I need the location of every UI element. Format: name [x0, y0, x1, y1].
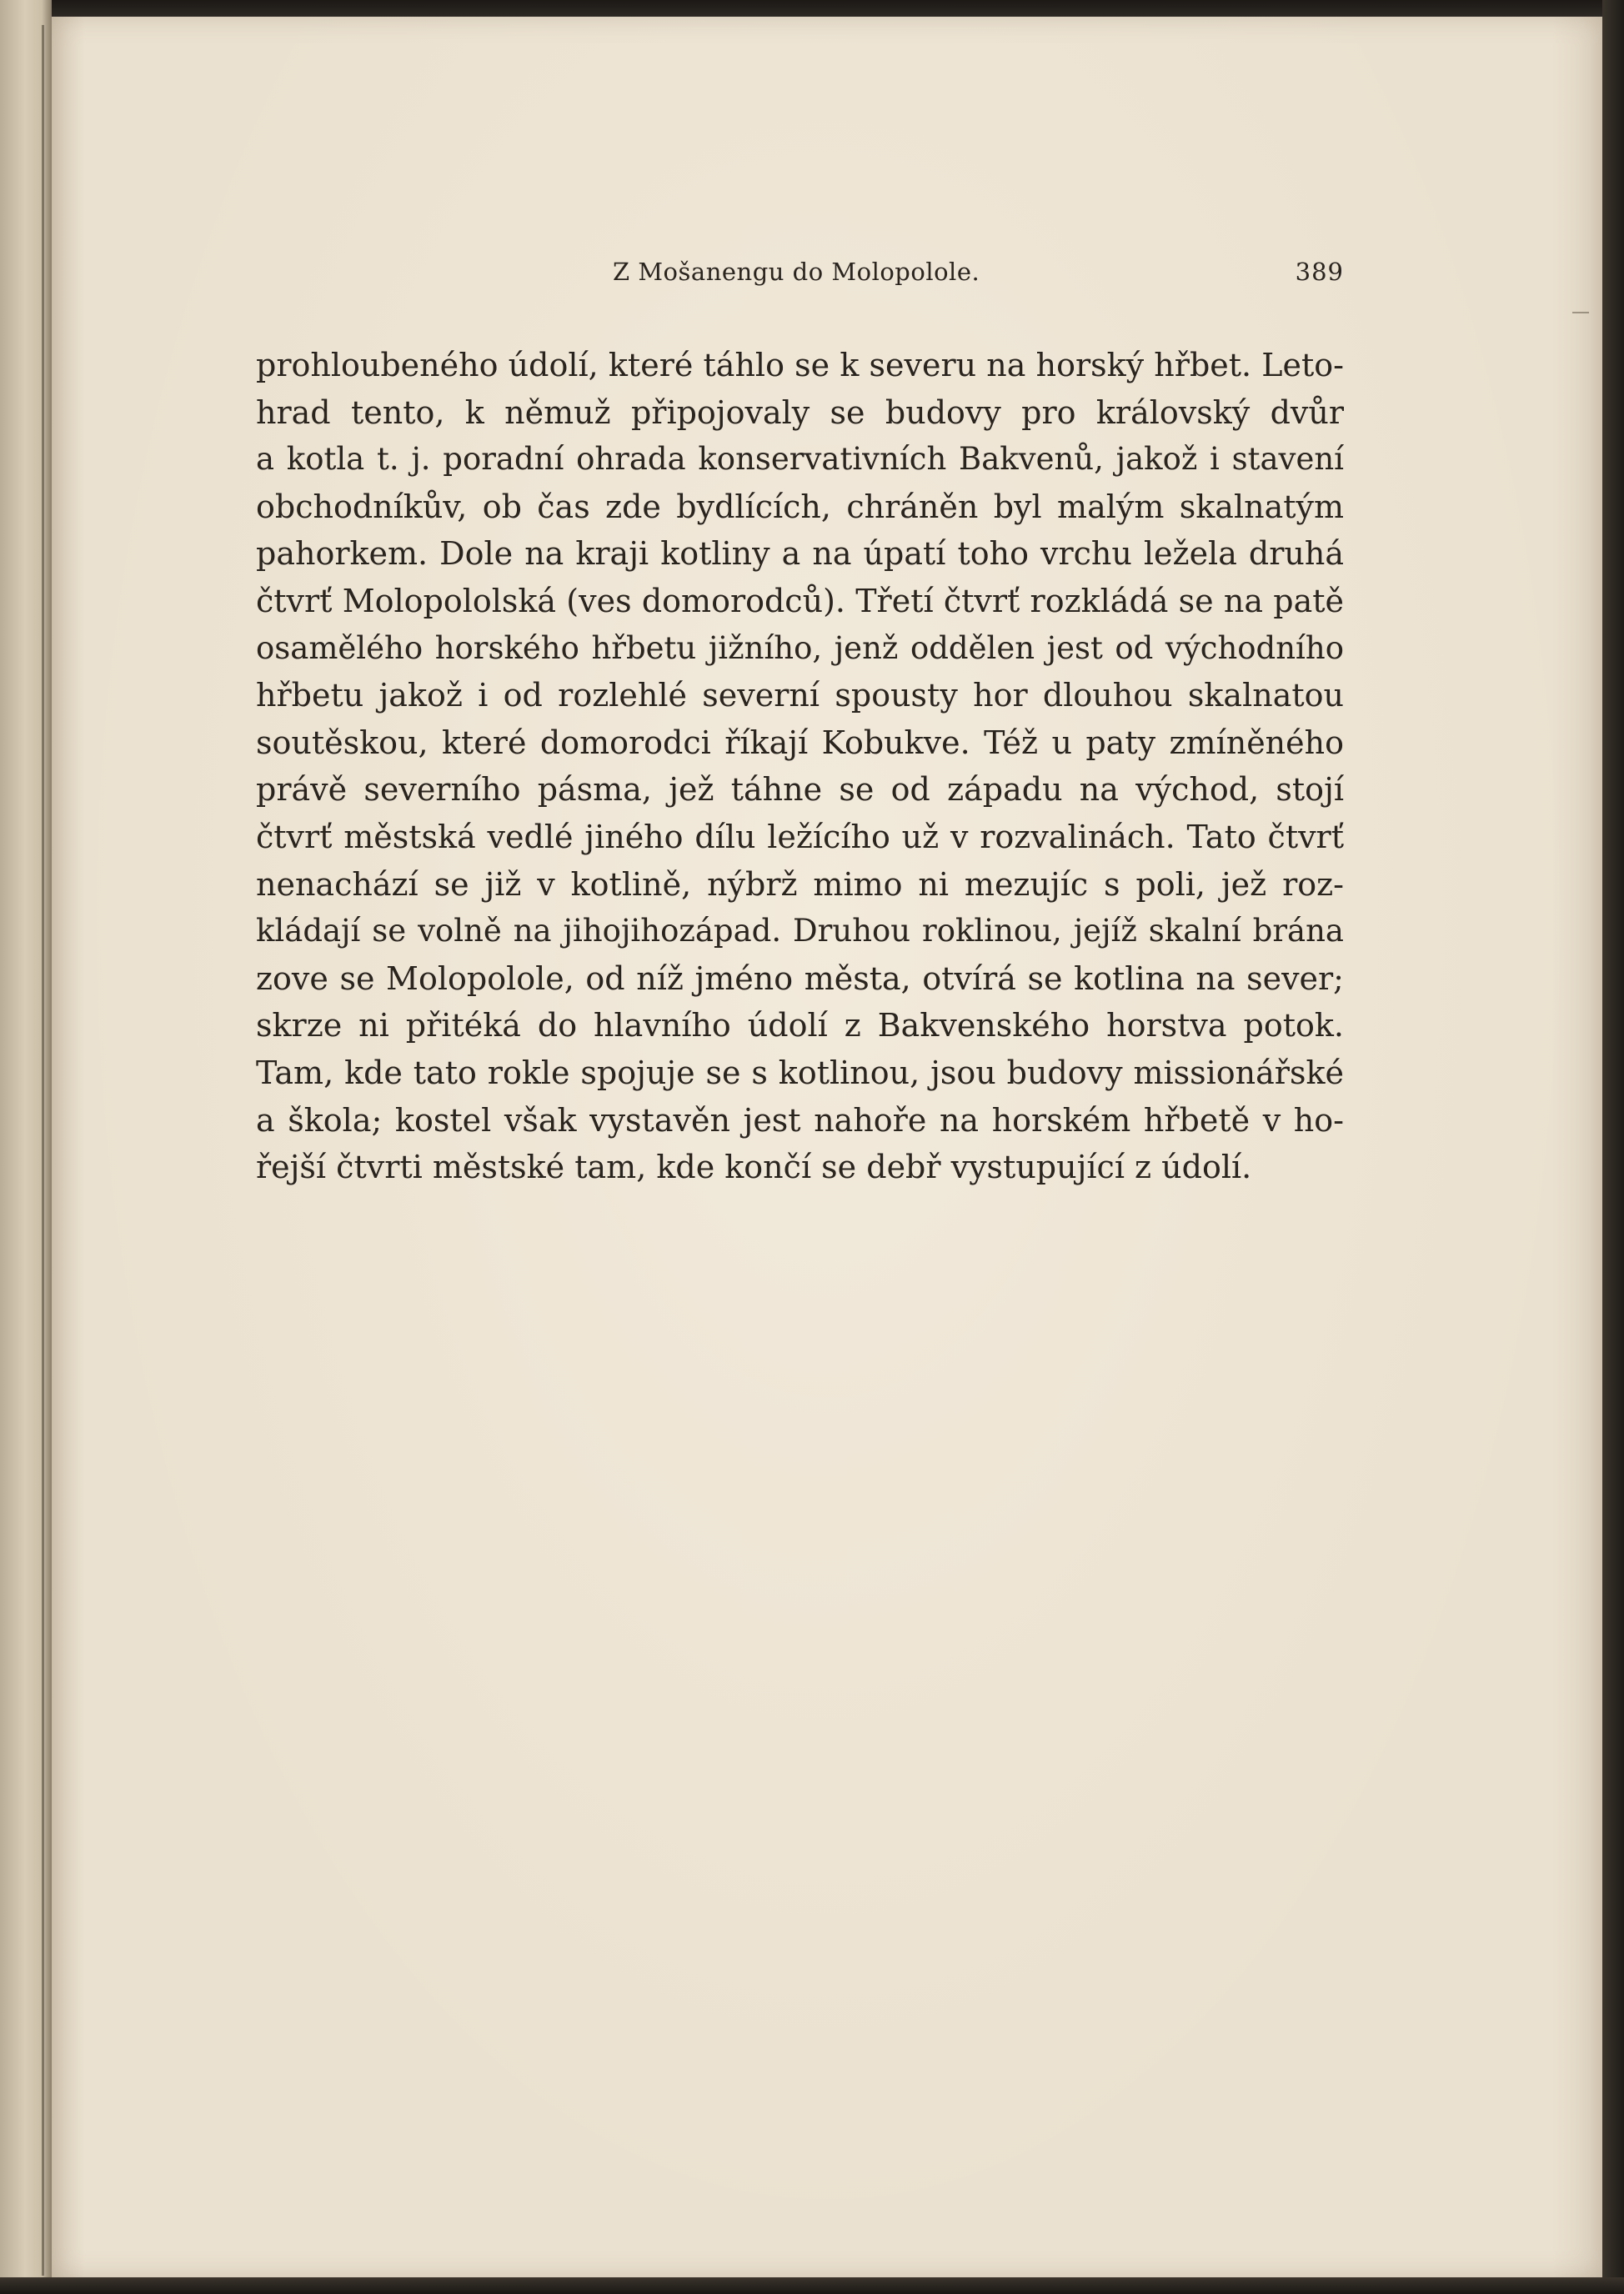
- text-line: zove se Molopolole, od níž jméno města, otvírá se kotlina na sever;: [256, 959, 1344, 997]
- text-line: skrze ni přitéká do hlavního údolí z Bakvenského horstva potok.: [256, 1007, 1344, 1044]
- running-title: Z Mošanengu do Molopolole.: [613, 258, 980, 286]
- text-line: a kotla t. j. poradní ohrada konservativních Bakvenů, jakož i stavení: [256, 441, 1344, 478]
- text-line: hrad tento, k němuž připojovaly se budovy pro královský dvůr: [256, 393, 1344, 431]
- page-number: 389: [1295, 258, 1344, 286]
- page-header: [256, 252, 1344, 292]
- text-line: řejší čtvrti městské tam, kde končí se debř vystupující z údolí.: [256, 1149, 1252, 1186]
- text-line: čtvrť městská vedlé jiného dílu ležícího už v rozvalinách. Tato čtvrť: [256, 818, 1344, 855]
- text-line: nenachází se již v kotlině, nýbrž mimo ni mezujíc s poli, jež roz-: [256, 865, 1344, 903]
- book-binding: [0, 0, 52, 2294]
- binding-fold-line: [42, 25, 44, 2276]
- margin-mark: [1572, 312, 1589, 313]
- text-line: Tam, kde tato rokle spojuje se s kotlinou, jsou budovy missionářské: [256, 1054, 1344, 1091]
- text-line: čtvrť Molopololská (ves domorodců). Třetí čtvrť rozkládá se na patě: [256, 582, 1344, 619]
- scan-top-edge: [0, 0, 1624, 18]
- text-line: osamělého horského hřbetu jižního, jenž oddělen jest od východního: [256, 629, 1344, 666]
- text-line: právě severního pásma, jež táhne se od západu na východ, stojí: [256, 771, 1344, 809]
- text-line: prohloubeného údolí, které táhlo se k severu na horský hřbet. Leto-: [256, 347, 1344, 383]
- text-line: hřbetu jakož i od rozlehlé severní spousty hor dlouhou skalnatou: [256, 677, 1344, 714]
- body-text: [256, 342, 1344, 1191]
- text-line: soutěskou, které domorodci říkají Kobukve. Též u paty zmíněného: [256, 724, 1344, 761]
- text-line: pahorkem. Dole na kraji kotliny a na úpatí toho vrchu ležela druhá: [256, 535, 1344, 573]
- scan-bottom-edge: [0, 2277, 1624, 2294]
- scan-right-edge: [1602, 0, 1624, 2294]
- text-line: obchodníkův, ob čas zde bydlících, chráněn byl malým skalnatým: [256, 488, 1344, 525]
- text-line: kládají se volně na jihojihozápad. Druhou roklinou, jejíž skalní brána: [256, 913, 1344, 949]
- text-line: a škola; kostel však vystavěn jest nahoře na horském hřbetě v ho-: [256, 1101, 1344, 1139]
